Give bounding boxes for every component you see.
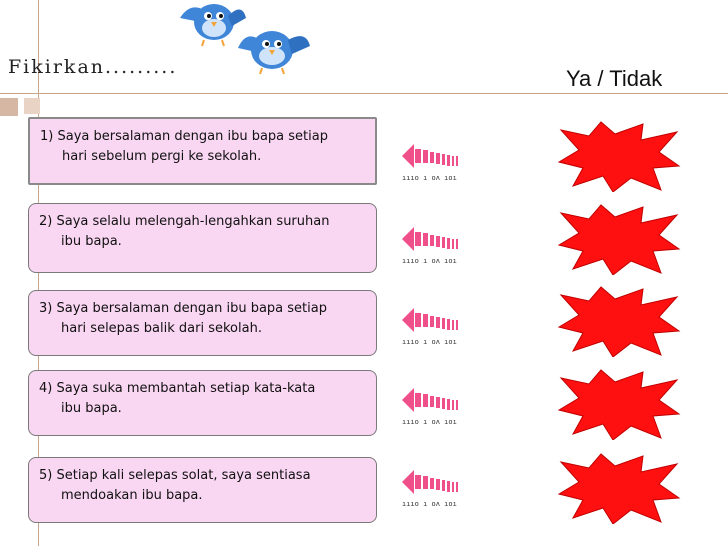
arrow-left-icon <box>400 306 462 346</box>
answer-header: Ya / Tidak <box>566 66 663 91</box>
arrow-left-icon <box>400 468 462 508</box>
arrow-left-icon <box>400 225 462 265</box>
statement-3-line1: 3) Saya bersalaman dengan ibu bapa setiap <box>39 301 327 316</box>
statement-2-line1: 2) Saya selalu melengah-lengahkan suruhan <box>39 214 330 229</box>
statement-box-1 <box>28 117 377 185</box>
divider-line <box>0 93 728 94</box>
statement-box-3 <box>28 290 377 356</box>
statement-5-line2: mendoakan ibu bapa. <box>61 488 203 503</box>
red-star-burst-icon[interactable] <box>557 203 681 275</box>
birds-icon <box>176 0 318 76</box>
statement-2-line2: ibu bapa. <box>61 234 122 249</box>
red-star-burst-icon[interactable] <box>557 452 681 524</box>
red-star-burst-icon[interactable] <box>557 368 681 440</box>
arrow-left-icon <box>400 386 462 426</box>
red-star-burst-icon[interactable] <box>557 285 681 357</box>
arrow-caption: ıııo ı oʌ ıoı <box>402 338 457 346</box>
statement-4-line2: ibu bapa. <box>61 401 122 416</box>
statement-1-line2: hari sebelum pergi ke sekolah. <box>62 149 262 164</box>
decor-square-light <box>24 98 40 114</box>
statement-box-4 <box>28 370 377 436</box>
arrow-caption: ıııo ı oʌ ıoı <box>402 418 457 426</box>
statement-4-line1: 4) Saya suka membantah setiap kata-kata <box>39 381 316 396</box>
arrow-caption: ıııo ı oʌ ıoı <box>402 500 457 508</box>
arrow-caption: ıııo ı oʌ ıoı <box>402 257 457 265</box>
arrow-left-icon <box>400 142 462 182</box>
statement-3-line2: hari selepas balik dari sekolah. <box>61 321 262 336</box>
statement-1-line1: 1) Saya bersalaman dengan ibu bapa setiap <box>40 129 328 144</box>
statement-box-5 <box>28 457 377 523</box>
red-star-burst-icon[interactable] <box>557 120 681 192</box>
page-title: Fikirkan......... <box>8 56 178 78</box>
statement-5-line1: 5) Setiap kali selepas solat, saya sentiasa <box>39 468 311 483</box>
decor-square <box>0 98 18 116</box>
statement-box-2 <box>28 203 377 273</box>
arrow-caption: ıııo ı oʌ ıoı <box>402 174 457 182</box>
